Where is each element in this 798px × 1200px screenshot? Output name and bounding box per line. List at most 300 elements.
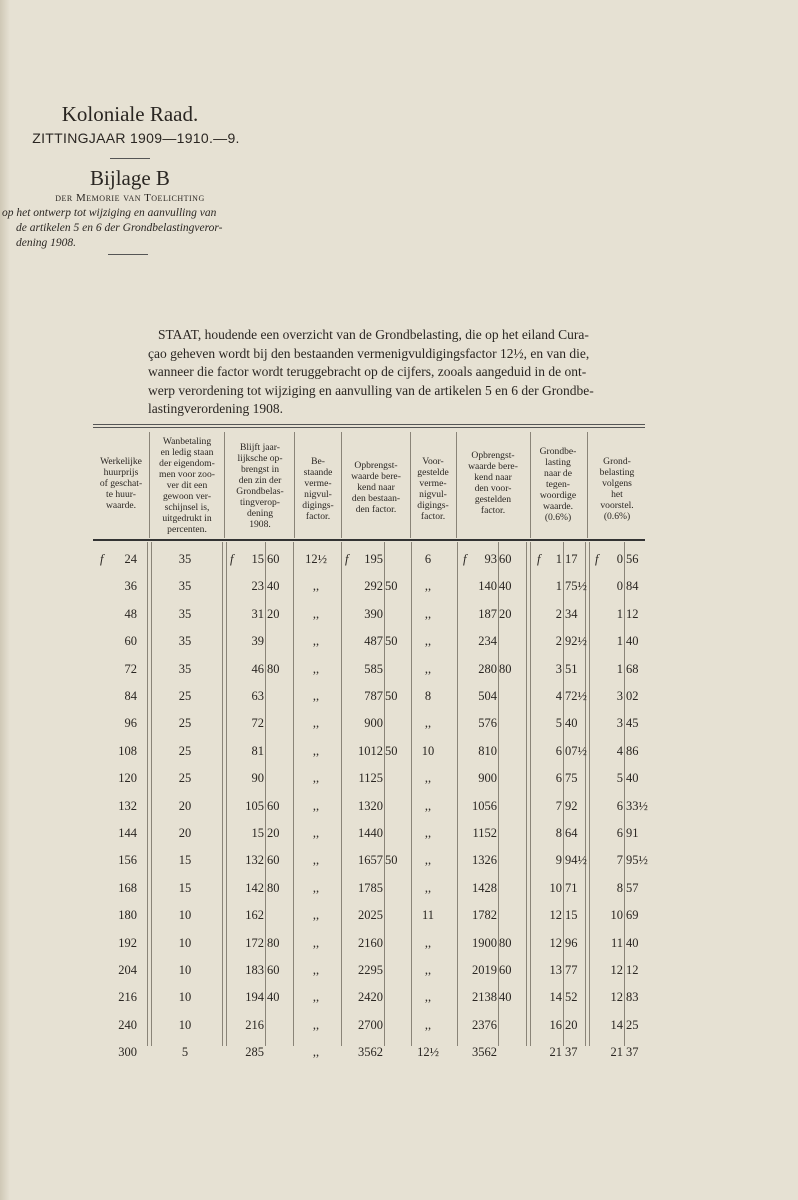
cell-opbrengst-guilders: 2160 <box>358 935 383 950</box>
cell-huurprijs: 192 <box>118 935 137 950</box>
cell-opbrengst-guilders: 585 <box>364 661 383 676</box>
cell-huurprijs: 132 <box>118 798 137 813</box>
cell-voorgestelde-factor: 12½ <box>417 1045 439 1060</box>
column-header-line: Opbrengst- <box>471 450 515 461</box>
cell-grondbelasting-cents: 51 <box>565 661 578 676</box>
column-header-line: kend naar <box>474 472 512 483</box>
currency-symbol: f <box>595 552 599 566</box>
cell-bestaande-factor: ,, <box>312 716 320 731</box>
cell-huurprijs: 180 <box>118 908 137 923</box>
cell-blijft-cents: 40 <box>267 579 280 594</box>
cell-bestaande-factor: ,, <box>312 689 320 703</box>
cell-voorstel-guilders: 14 <box>610 1017 623 1032</box>
cell-blijft-cents: 80 <box>267 935 280 950</box>
cell-opbrengst-guilders: 1012 <box>358 743 383 758</box>
cell-blijft-guilders: 216 <box>245 1017 264 1032</box>
subtitle-divider <box>108 254 148 255</box>
cell-grondbelasting-guilders: 1 <box>555 579 562 594</box>
cell-grondbelasting-cents: 37 <box>565 1045 578 1060</box>
cell-huurprijs: 216 <box>118 990 137 1005</box>
cell-wanbetaling: 25 <box>178 689 192 703</box>
column-rule <box>224 432 225 538</box>
cell-grondbelasting-guilders: 12 <box>549 935 562 950</box>
table-row <box>0 990 798 1010</box>
column-header <box>294 456 342 522</box>
cell-wanbetaling: 25 <box>178 743 192 758</box>
cell-voorstel-cents: 40 <box>626 935 639 950</box>
column-rule <box>530 432 531 538</box>
column-header-line: Voor- <box>422 456 444 467</box>
cell-wanbetaling: 5 <box>181 1045 189 1060</box>
column-rule <box>294 432 295 538</box>
column-header-line: Be- <box>311 456 325 467</box>
cell-voorgestelde-factor: ,, <box>424 579 432 594</box>
cell-blijft-cents: 20 <box>267 606 280 621</box>
cell-grondbelasting-guilders: 4 <box>555 689 562 703</box>
cell-blijft-guilders: 90 <box>251 771 264 786</box>
cell-grondbelasting-cents: 94½ <box>565 853 587 868</box>
column-header-line: tegen- <box>546 479 570 490</box>
cell-wanbetaling: 20 <box>178 798 192 813</box>
cell-bestaande-factor: ,, <box>312 579 320 594</box>
column-rule <box>410 432 411 538</box>
cell-blijft-guilders: 15 <box>251 552 264 566</box>
table-row <box>0 826 798 846</box>
cell-wanbetaling: 10 <box>178 990 192 1005</box>
cell-blijft-cents: 60 <box>267 798 280 813</box>
cell-voorgestelde-factor: 10 <box>421 743 435 758</box>
cell-opbrengst-guilders: 1125 <box>358 771 383 786</box>
cell-voorstel-guilders: 21 <box>610 1045 623 1060</box>
column-rule <box>149 432 150 538</box>
table-top-rule <box>93 424 645 425</box>
cell-voorstel-guilders: 3 <box>616 689 623 703</box>
cell-opbrengst-guilders: 390 <box>364 606 383 621</box>
cell-grondbelasting-cents: 92 <box>565 798 578 813</box>
cell-voorgestelde-factor: ,, <box>424 661 432 676</box>
column-header <box>226 442 294 530</box>
column-header-line: factor. <box>420 511 446 522</box>
cell-voorstel-cents: 33½ <box>626 798 648 813</box>
cell-grondbelasting-guilders: 6 <box>555 771 562 786</box>
column-header-line: dening <box>246 508 274 519</box>
cell-grondbelasting-cents: 15 <box>565 908 578 923</box>
column-header-line: Opbrengst- <box>354 460 398 471</box>
cell-grondbelasting-guilders: 5 <box>555 716 562 731</box>
cell-blijft-guilders: 63 <box>251 689 264 703</box>
cell-grondbelasting-cents: 40 <box>565 716 578 731</box>
session-line: ZITTINGJAAR 1909—1910.—9. <box>32 130 240 146</box>
cell-voorstel-guilders: 0 <box>616 579 623 594</box>
column-header-line: ver dit een <box>166 480 208 491</box>
column-header-line: verme- <box>419 478 447 489</box>
cell-opbrengst-guilders: 2295 <box>358 963 383 977</box>
cell-grondbelasting-cents: 71 <box>565 880 578 895</box>
cell-voorgestelde-factor: ,, <box>424 771 432 786</box>
column-header-line: te huur- <box>106 489 136 500</box>
cell-wanbetaling: 15 <box>178 853 192 868</box>
cell-voorgestelde-factor: 8 <box>424 689 432 703</box>
cell-opbrengst-voorgesteld-cents: 80 <box>499 661 512 676</box>
appendix-title: Bijlage B <box>90 166 170 190</box>
cell-blijft-cents: 80 <box>267 880 280 895</box>
cell-grondbelasting-cents: 77 <box>565 963 578 977</box>
header-bottom-rule <box>93 539 645 541</box>
cell-blijft-guilders: 105 <box>245 798 264 813</box>
cell-opbrengst-voorgesteld-guilders: 2376 <box>472 1017 497 1032</box>
cell-voorgestelde-factor: ,, <box>424 798 432 813</box>
currency-symbol: f <box>100 552 104 566</box>
cell-wanbetaling: 25 <box>178 771 192 786</box>
cell-voorstel-guilders: 0 <box>616 552 623 566</box>
column-header-line: Blijft jaar- <box>239 442 281 453</box>
cell-huurprijs: 144 <box>118 826 137 840</box>
column-header-line: woordige <box>539 490 577 501</box>
cell-grondbelasting-cents: 72½ <box>565 689 587 703</box>
cell-bestaande-factor: ,, <box>312 853 320 868</box>
column-header-line: staande <box>303 467 333 478</box>
cell-wanbetaling: 10 <box>178 935 192 950</box>
cell-opbrengst-voorgesteld-guilders: 3562 <box>472 1045 497 1060</box>
cell-blijft-guilders: 15 <box>251 826 264 840</box>
cell-voorgestelde-factor: ,, <box>424 1017 432 1032</box>
cell-opbrengst-voorgesteld-guilders: 2138 <box>472 990 497 1005</box>
cell-huurprijs: 156 <box>118 853 137 868</box>
cell-blijft-guilders: 31 <box>251 606 264 621</box>
cell-wanbetaling: 25 <box>178 716 192 731</box>
column-header-line: factor. <box>305 511 331 522</box>
column-header-line: men voor zoo- <box>159 469 215 480</box>
column-header-line: 1908. <box>249 519 271 530</box>
cell-blijft-guilders: 285 <box>245 1045 264 1060</box>
cell-blijft-cents: 80 <box>267 661 280 676</box>
column-header-line: (0.6%) <box>603 511 631 522</box>
cell-voorstel-cents: 91 <box>626 826 639 840</box>
column-header-line: tingverор- <box>240 497 280 508</box>
cell-voorgestelde-factor: ,, <box>424 826 432 840</box>
cell-opbrengst-guilders: 2025 <box>358 908 383 923</box>
cell-blijft-cents: 20 <box>267 826 280 840</box>
column-header-line: gewoon ver- <box>162 491 212 502</box>
cell-blijft-guilders: 72 <box>251 716 264 731</box>
cell-huurprijs: 60 <box>124 634 137 649</box>
column-header-line: Grondbe- <box>539 446 577 457</box>
column-header-line: factor. <box>480 505 506 516</box>
subtitle <box>2 206 242 251</box>
cell-voorstel-cents: 40 <box>626 771 639 786</box>
column-rule <box>341 432 342 538</box>
cell-voorstel-guilders: 5 <box>616 771 623 786</box>
column-header <box>150 436 224 535</box>
column-header-line: gestelde <box>417 467 449 478</box>
column-header <box>456 450 530 516</box>
cell-blijft-guilders: 162 <box>245 908 264 923</box>
cell-opbrengst-voorgesteld-guilders: 140 <box>478 579 497 594</box>
cell-wanbetaling: 35 <box>178 661 192 676</box>
cell-grondbelasting-guilders: 13 <box>549 963 562 977</box>
cell-opbrengst-cents: 50 <box>385 743 398 758</box>
table-row <box>0 1018 798 1038</box>
cell-blijft-guilders: 132 <box>245 853 264 868</box>
cell-voorstel-guilders: 10 <box>610 908 623 923</box>
cell-opbrengst-cents: 50 <box>385 689 398 703</box>
intro-paragraph <box>148 326 648 419</box>
column-header-line: volgens <box>602 478 632 489</box>
currency-symbol: f <box>463 552 467 566</box>
cell-bestaande-factor: ,, <box>312 826 320 840</box>
cell-opbrengst-guilders: 1320 <box>358 798 383 813</box>
cell-voorstel-guilders: 1 <box>616 606 623 621</box>
cell-opbrengst-cents: 50 <box>385 579 398 594</box>
cell-opbrengst-voorgesteld-cents: 80 <box>499 935 512 950</box>
cell-opbrengst-voorgesteld-guilders: 1428 <box>472 880 497 895</box>
column-header-line: den factor. <box>355 504 397 515</box>
table-row <box>0 662 798 682</box>
column-header-line: huurprijs <box>103 467 139 478</box>
cell-voorstel-guilders: 6 <box>616 826 623 840</box>
cell-voorstel-cents: 37 <box>626 1045 639 1060</box>
cell-voorgestelde-factor: ,, <box>424 880 432 895</box>
cell-opbrengst-guilders: 1657 <box>358 853 383 868</box>
cell-voorstel-guilders: 4 <box>616 743 623 758</box>
cell-opbrengst-voorgesteld-cents: 60 <box>499 963 512 977</box>
column-header-line: of geschat- <box>99 478 143 489</box>
cell-grondbelasting-guilders: 2 <box>555 606 562 621</box>
cell-opbrengst-cents: 50 <box>385 853 398 868</box>
cell-bestaande-factor: ,, <box>312 963 320 977</box>
cell-voorgestelde-factor: ,, <box>424 853 432 868</box>
cell-huurprijs: 300 <box>118 1045 137 1060</box>
cell-opbrengst-voorgesteld-guilders: 280 <box>478 661 497 676</box>
cell-grondbelasting-guilders: 2 <box>555 634 562 649</box>
cell-voorgestelde-factor: 11 <box>421 908 435 923</box>
table-row <box>0 744 798 764</box>
column-header-line: (0.6%) <box>544 512 572 523</box>
cell-voorgestelde-factor: ,, <box>424 716 432 731</box>
cell-grondbelasting-guilders: 6 <box>555 743 562 758</box>
intro-line: çao geheven wordt bij den bestaanden vermenigvuldigingsfactor 12½, en van die, <box>148 345 590 361</box>
cell-opbrengst-voorgesteld-guilders: 187 <box>478 606 497 621</box>
column-header-line: den voor- <box>474 483 512 494</box>
cell-voorstel-cents: 83 <box>626 990 639 1005</box>
cell-voorgestelde-factor: ,, <box>424 606 432 621</box>
memorie-line: der Memorie van Toelichting <box>55 192 205 204</box>
cell-opbrengst-voorgesteld-guilders: 900 <box>478 771 497 786</box>
cell-grondbelasting-cents: 20 <box>565 1017 578 1032</box>
column-header-line: kend naar <box>357 482 395 493</box>
cell-opbrengst-voorgesteld-cents: 40 <box>499 579 512 594</box>
column-header-line: het <box>611 489 623 500</box>
cell-grondbelasting-guilders: 12 <box>549 908 562 923</box>
column-header-line: lijksche op- <box>237 453 283 464</box>
cell-huurprijs: 96 <box>124 716 137 731</box>
cell-opbrengst-guilders: 487 <box>364 634 383 649</box>
column-header-line: digings- <box>302 500 334 511</box>
cell-voorstel-cents: 12 <box>626 606 639 621</box>
cell-voorstel-guilders: 8 <box>616 880 623 895</box>
cell-opbrengst-voorgesteld-guilders: 1900 <box>472 935 497 950</box>
cell-huurprijs: 120 <box>118 771 137 786</box>
cell-opbrengst-guilders: 1440 <box>358 826 383 840</box>
cell-voorstel-cents: 40 <box>626 634 639 649</box>
cell-voorstel-cents: 84 <box>626 579 639 594</box>
cell-huurprijs: 24 <box>124 552 137 566</box>
cell-wanbetaling: 10 <box>178 908 192 923</box>
cell-huurprijs: 204 <box>118 963 137 977</box>
cell-grondbelasting-guilders: 21 <box>549 1045 562 1060</box>
cell-blijft-guilders: 142 <box>245 880 264 895</box>
table-row <box>0 853 798 873</box>
subtitle-line: op het ontwerp tot wijziging en aanvulling van <box>2 207 217 219</box>
cell-opbrengst-voorgesteld-guilders: 810 <box>478 743 497 758</box>
column-header-line: naar de <box>544 468 572 479</box>
cell-voorstel-cents: 12 <box>626 963 639 977</box>
column-header-line: waarde. <box>542 501 574 512</box>
column-header-line: verme- <box>304 478 332 489</box>
table-row <box>0 689 798 709</box>
cell-bestaande-factor: ,, <box>312 1017 320 1032</box>
cell-grondbelasting-guilders: 9 <box>555 853 562 868</box>
cell-opbrengst-voorgesteld-guilders: 234 <box>478 634 497 649</box>
cell-wanbetaling: 35 <box>178 606 192 621</box>
cell-huurprijs: 72 <box>124 661 137 676</box>
cell-opbrengst-guilders: 900 <box>364 716 383 731</box>
cell-voorstel-cents: 95½ <box>626 853 648 868</box>
cell-bestaande-factor: ,, <box>312 1045 320 1060</box>
column-header-line: Grondbelas- <box>236 486 284 497</box>
cell-wanbetaling: 20 <box>178 826 192 840</box>
cell-blijft-guilders: 46 <box>251 661 264 676</box>
column-header-line: waarde bere- <box>351 471 401 482</box>
table-row <box>0 1045 798 1065</box>
cell-voorstel-cents: 25 <box>626 1017 639 1032</box>
cell-blijft-cents: 60 <box>267 963 280 977</box>
column-header-line: digings- <box>417 500 449 511</box>
cell-wanbetaling: 35 <box>178 552 192 566</box>
cell-blijft-guilders: 183 <box>245 963 264 977</box>
cell-grondbelasting-guilders: 7 <box>555 798 562 813</box>
table-row <box>0 607 798 627</box>
cell-opbrengst-voorgesteld-guilders: 1326 <box>472 853 497 868</box>
cell-opbrengst-voorgesteld-cents: 40 <box>499 990 512 1005</box>
column-header <box>93 456 149 511</box>
cell-grondbelasting-cents: 92½ <box>565 634 587 649</box>
cell-voorgestelde-factor: ,, <box>424 963 432 977</box>
column-header-line: belasting <box>599 467 635 478</box>
cell-bestaande-factor: ,, <box>312 634 320 649</box>
column-header-line: schijnsel is, <box>164 502 210 513</box>
cell-opbrengst-voorgesteld-guilders: 504 <box>478 689 497 703</box>
column-header-line: der eigendom- <box>159 458 215 469</box>
cell-opbrengst-voorgesteld-guilders: 1056 <box>472 798 497 813</box>
cell-grondbelasting-cents: 96 <box>565 935 578 950</box>
cell-opbrengst-voorgesteld-guilders: 1152 <box>472 826 497 840</box>
column-header-line: waarde bere- <box>468 461 518 472</box>
column-header-line: gestelden <box>474 494 512 505</box>
table-row <box>0 881 798 901</box>
cell-voorgestelde-factor: ,, <box>424 634 432 649</box>
cell-opbrengst-cents: 50 <box>385 634 398 649</box>
column-header-line: Werkelijke <box>100 456 142 467</box>
title-divider <box>110 158 150 159</box>
column-header-line: waarde. <box>105 500 137 511</box>
intro-line: werp verordening tot wijziging en aanvulling van de artikelen 5 en 6 der Grondbe- <box>148 382 594 398</box>
column-header <box>410 456 456 522</box>
cell-wanbetaling: 10 <box>178 1017 192 1032</box>
cell-opbrengst-guilders: 292 <box>364 579 383 594</box>
cell-opbrengst-guilders: 1785 <box>358 880 383 895</box>
column-header-line: uitgedrukt in <box>162 513 212 524</box>
cell-blijft-guilders: 81 <box>251 743 264 758</box>
column-header-line: percenten. <box>167 524 207 535</box>
column-header-line: den zin der <box>238 475 282 486</box>
cell-bestaande-factor: 12½ <box>305 552 327 566</box>
table-row <box>0 579 798 599</box>
cell-grondbelasting-cents: 52 <box>565 990 578 1005</box>
cell-huurprijs: 168 <box>118 880 137 895</box>
cell-voorstel-guilders: 3 <box>616 716 623 731</box>
column-rule <box>456 432 457 538</box>
column-header-line: nigvul- <box>304 489 332 500</box>
cell-bestaande-factor: ,, <box>312 798 320 813</box>
table-row <box>0 634 798 654</box>
cell-grondbelasting-guilders: 10 <box>549 880 562 895</box>
column-header-line: brengst in <box>240 464 280 475</box>
cell-voorgestelde-factor: ,, <box>424 990 432 1005</box>
cell-huurprijs: 108 <box>118 743 137 758</box>
cell-blijft-cents: 40 <box>267 990 280 1005</box>
cell-grondbelasting-guilders: 14 <box>549 990 562 1005</box>
cell-grondbelasting-cents: 17 <box>565 552 578 566</box>
cell-voorstel-guilders: 12 <box>610 990 623 1005</box>
cell-bestaande-factor: ,, <box>312 880 320 895</box>
table-row <box>0 908 798 928</box>
cell-blijft-guilders: 172 <box>245 935 264 950</box>
currency-symbol: f <box>345 552 349 566</box>
table-row <box>0 552 798 572</box>
cell-voorstel-guilders: 11 <box>610 935 623 950</box>
cell-blijft-cents: 60 <box>267 853 280 868</box>
cell-grondbelasting-cents: 64 <box>565 826 578 840</box>
cell-voorgestelde-factor: ,, <box>424 935 432 950</box>
column-header-line: voorstel. <box>600 500 634 511</box>
cell-grondbelasting-guilders: 3 <box>555 661 562 676</box>
cell-huurprijs: 84 <box>124 689 137 703</box>
cell-voorstel-guilders: 7 <box>616 853 623 868</box>
cell-voorstel-guilders: 1 <box>616 661 623 676</box>
cell-grondbelasting-guilders: 16 <box>549 1017 562 1032</box>
cell-opbrengst-voorgesteld-guilders: 2019 <box>472 963 497 977</box>
table-top-rule-2 <box>93 427 645 428</box>
column-header-line: lasting <box>545 457 571 468</box>
cell-voorstel-cents: 02 <box>626 689 639 703</box>
column-header-line: Wanbetaling <box>162 436 212 447</box>
column-header <box>588 456 646 522</box>
cell-voorstel-cents: 56 <box>626 552 639 566</box>
cell-huurprijs: 48 <box>124 606 137 621</box>
cell-blijft-guilders: 194 <box>245 990 264 1005</box>
intro-line: lastingverordening 1908. <box>148 401 283 416</box>
cell-grondbelasting-cents: 34 <box>565 606 578 621</box>
cell-opbrengst-guilders: 3562 <box>358 1045 383 1060</box>
table-row <box>0 799 798 819</box>
cell-voorstel-cents: 86 <box>626 743 639 758</box>
cell-huurprijs: 36 <box>124 579 137 594</box>
cell-voorstel-guilders: 6 <box>616 798 623 813</box>
cell-grondbelasting-cents: 75½ <box>565 579 587 594</box>
cell-opbrengst-voorgesteld-guilders: 576 <box>478 716 497 731</box>
cell-opbrengst-guilders: 2420 <box>358 990 383 1005</box>
